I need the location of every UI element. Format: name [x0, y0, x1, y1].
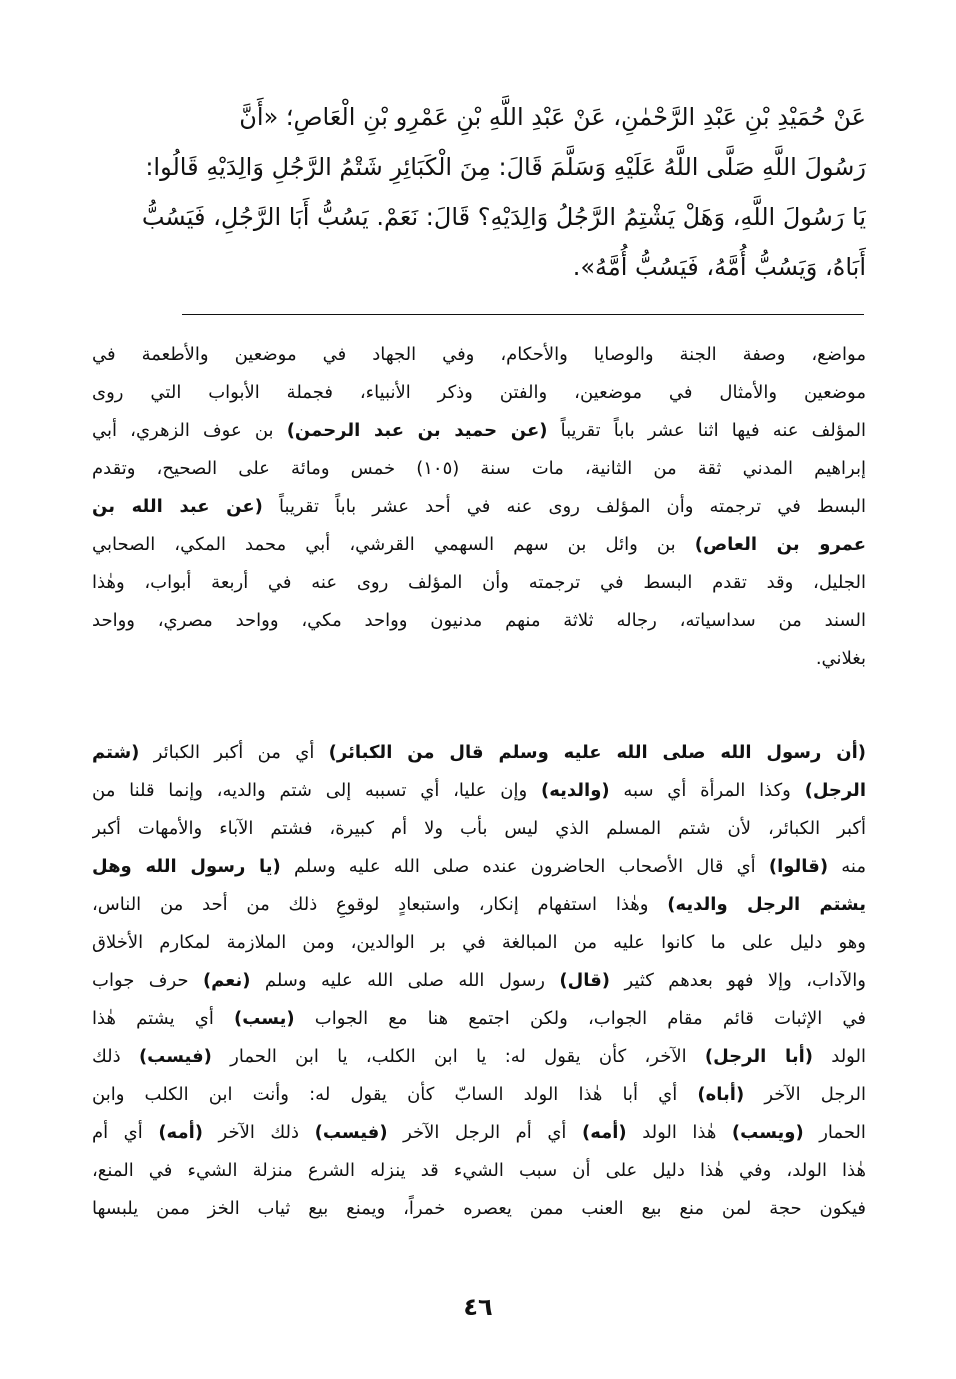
text-line: إبراهيم المدني ثقة من الثانية، مات سنة (١٠٥) خمس ومائة على الصحيح، وتقدم [92, 458, 866, 479]
text-line: مواضع، وصفة الجنة والوصايا والأحكام، وفي الجهاد في موضعين والأطعمة في [92, 344, 866, 365]
commentary-explanation [92, 734, 866, 1228]
quoted-text: (شتم [92, 742, 140, 763]
quoted-text: (قالوا) [768, 856, 829, 877]
quoted-text: (والديه) [540, 780, 610, 801]
text-line: منه (قالوا) أي قال الأصحاب الحاضرون عنده صلى الله عليه وسلم (يا رسول الله وهل [92, 856, 866, 877]
narrator-name: (عن حميد بن عبد الرحمن) [286, 420, 548, 441]
quoted-text: (يا رسول الله وهل [92, 856, 281, 877]
text-line: البسط في ترجمته وأن المؤلف روى عنه في أحد عشر باباً تقريباً (عن عبد الله بن [92, 496, 866, 517]
narrator-name: عمرو بن العاص) [694, 534, 866, 555]
hadith-line: عَنْ حُمَيْدِ بْنِ عَبْدِ الرَّحْمٰنِ، عَنْ عَبْدِ اللَّهِ بْنِ عَمْرِو بْنِ الْعَاصِ؛ «أَنَّ [239, 103, 866, 131]
quoted-text: (قال) [559, 970, 611, 991]
text-line: (أن رسول الله صلى الله عليه وسلم قال من الكبائر) أي من أكبر الكبائر (شتم [92, 742, 866, 763]
hadith-line: أَبَاهُ، وَيَسُبُّ أُمَّهُ، فَيَسُبُّ أُمَّهُ». [572, 253, 866, 281]
quoted-text: (نعم) [202, 970, 251, 991]
section-divider [182, 314, 864, 315]
text-line: موضعين والأمثال في موضعين، والفتن وذكر الأنبياء، فجملة الأبواب التي روى [92, 382, 866, 403]
text-line: وهو دليل على ما كانوا عليه من المبالغة في بر الوالدين، ومن الملازمة لمكارم الأخلاق [92, 932, 866, 953]
narrator-name: (عن عبد الله بن [92, 496, 263, 517]
text-line: الجليل، وقد تقدم البسط في ترجمته وأن المؤلف روى عنه في أربعة أبواب، وهٰذا [92, 572, 866, 593]
hadith-paragraph [92, 92, 866, 292]
quoted-text: (فيسب) [314, 1122, 388, 1143]
quoted-text: يشتم الرجل والديه) [667, 894, 866, 915]
text-line: أكبر الكبائر، لأن شتم المسلم الذي ليس بأب ولا أم كبيرة، فشتم الآباء والأمهات أكبر [92, 818, 866, 839]
text-line: الولد (أبا الرجل) الآخر، كأن يقول له: يا ابن الكلب، يا ابن الحمار (فيسب) ذلك [92, 1046, 866, 1067]
quoted-text: (يسب) [234, 1008, 295, 1029]
text-line: الحمار (ويسب) هٰذا الولد (أمه) أي أم الرجل الآخر (فيسب) ذلك الآخر (أمه) أي أم [92, 1122, 866, 1143]
quoted-text: (فيسب) [138, 1046, 212, 1067]
hadith-line: رَسُولَ اللَّهِ صَلَّى اللَّهُ عَلَيْهِ وَسَلَّمَ قَالَ: مِنَ الْكَبَائِرِ شَتْمُ الرَّجُلِ وَالِدَيْهِ قَالُوا: [145, 153, 866, 181]
hadith-text [92, 92, 866, 292]
quoted-text: الرجل) [804, 780, 866, 801]
commentary-narrators [92, 336, 866, 678]
text-line: والآداب، وإلا فهو بعدهم كثير (قال) رسول الله صلى الله عليه وسلم (نعم) حرف جواب [92, 970, 866, 991]
quoted-text: (أباه) [697, 1084, 745, 1105]
page-number: ٤٦ [463, 1293, 493, 1321]
text-line: الرجل الآخر (أباه) أي أبا هٰذا الولد السابّ كأن يقول له: وأنت ابن الكلب وابن [92, 1084, 866, 1105]
quoted-text: (أبا الرجل) [704, 1046, 813, 1067]
text-line: بغلاني. [815, 648, 866, 669]
text-line: المؤلف عنه فيها اثنا عشر باباً تقريباً (عن حميد بن عبد الرحمن) بن عوف الزهري، أبي [92, 420, 866, 441]
text-line: في الإثبات قائم مقام الجواب، ولكن اجتمع هنا مع الجواب (يسب) أي يشتم هٰذا [92, 1008, 866, 1029]
text-line: عمرو بن العاص) بن وائل بن سهم السهمي القرشي، أبي محمد المكي، الصحابي [92, 534, 866, 555]
quoted-text: (أن رسول الله صلى الله عليه وسلم قال من الكبائر) [328, 742, 866, 763]
text-line: فيكون حجة لمن منع بيع العنب ممن يعصره خمراً، ويمنع بيع ثياب الخز ممن يلبسها [92, 1198, 866, 1219]
quoted-text: (أمه) [581, 1122, 627, 1143]
hadith-line: يَا رَسُولَ اللَّهِ، وَهَلْ يَشْتِمُ الرَّجُلُ وَالِدَيْهِ؟ قَالَ: نَعَمْ. يَسُبُّ أَبَا الرَّجُلِ، فَيَسُبُّ [141, 203, 866, 231]
text-line: يشتم الرجل والديه) وهٰذا استفهام إنكار، واستبعادٍ لوقوعِ ذلك من أحد من الناس، [92, 894, 866, 915]
text-line: هٰذا الولد، وفي هٰذا دليل على أن سبب الشيء قد ينزله الشرع منزلة الشيء في المنع، [92, 1160, 866, 1181]
text-line: الرجل) وكذا المرأة أي سبه (والديه) وإن عليا، أي تسببه إلى شتم والديه، وإنما قلنا من [92, 780, 866, 801]
quoted-text: (ويسب) [731, 1122, 804, 1143]
quoted-text: (أمه) [158, 1122, 203, 1143]
text-line: السند من سداسياته، رجاله ثلاثة منهم مدنيون وواحد مكي، وواحد مصري، وواحد [92, 610, 866, 631]
